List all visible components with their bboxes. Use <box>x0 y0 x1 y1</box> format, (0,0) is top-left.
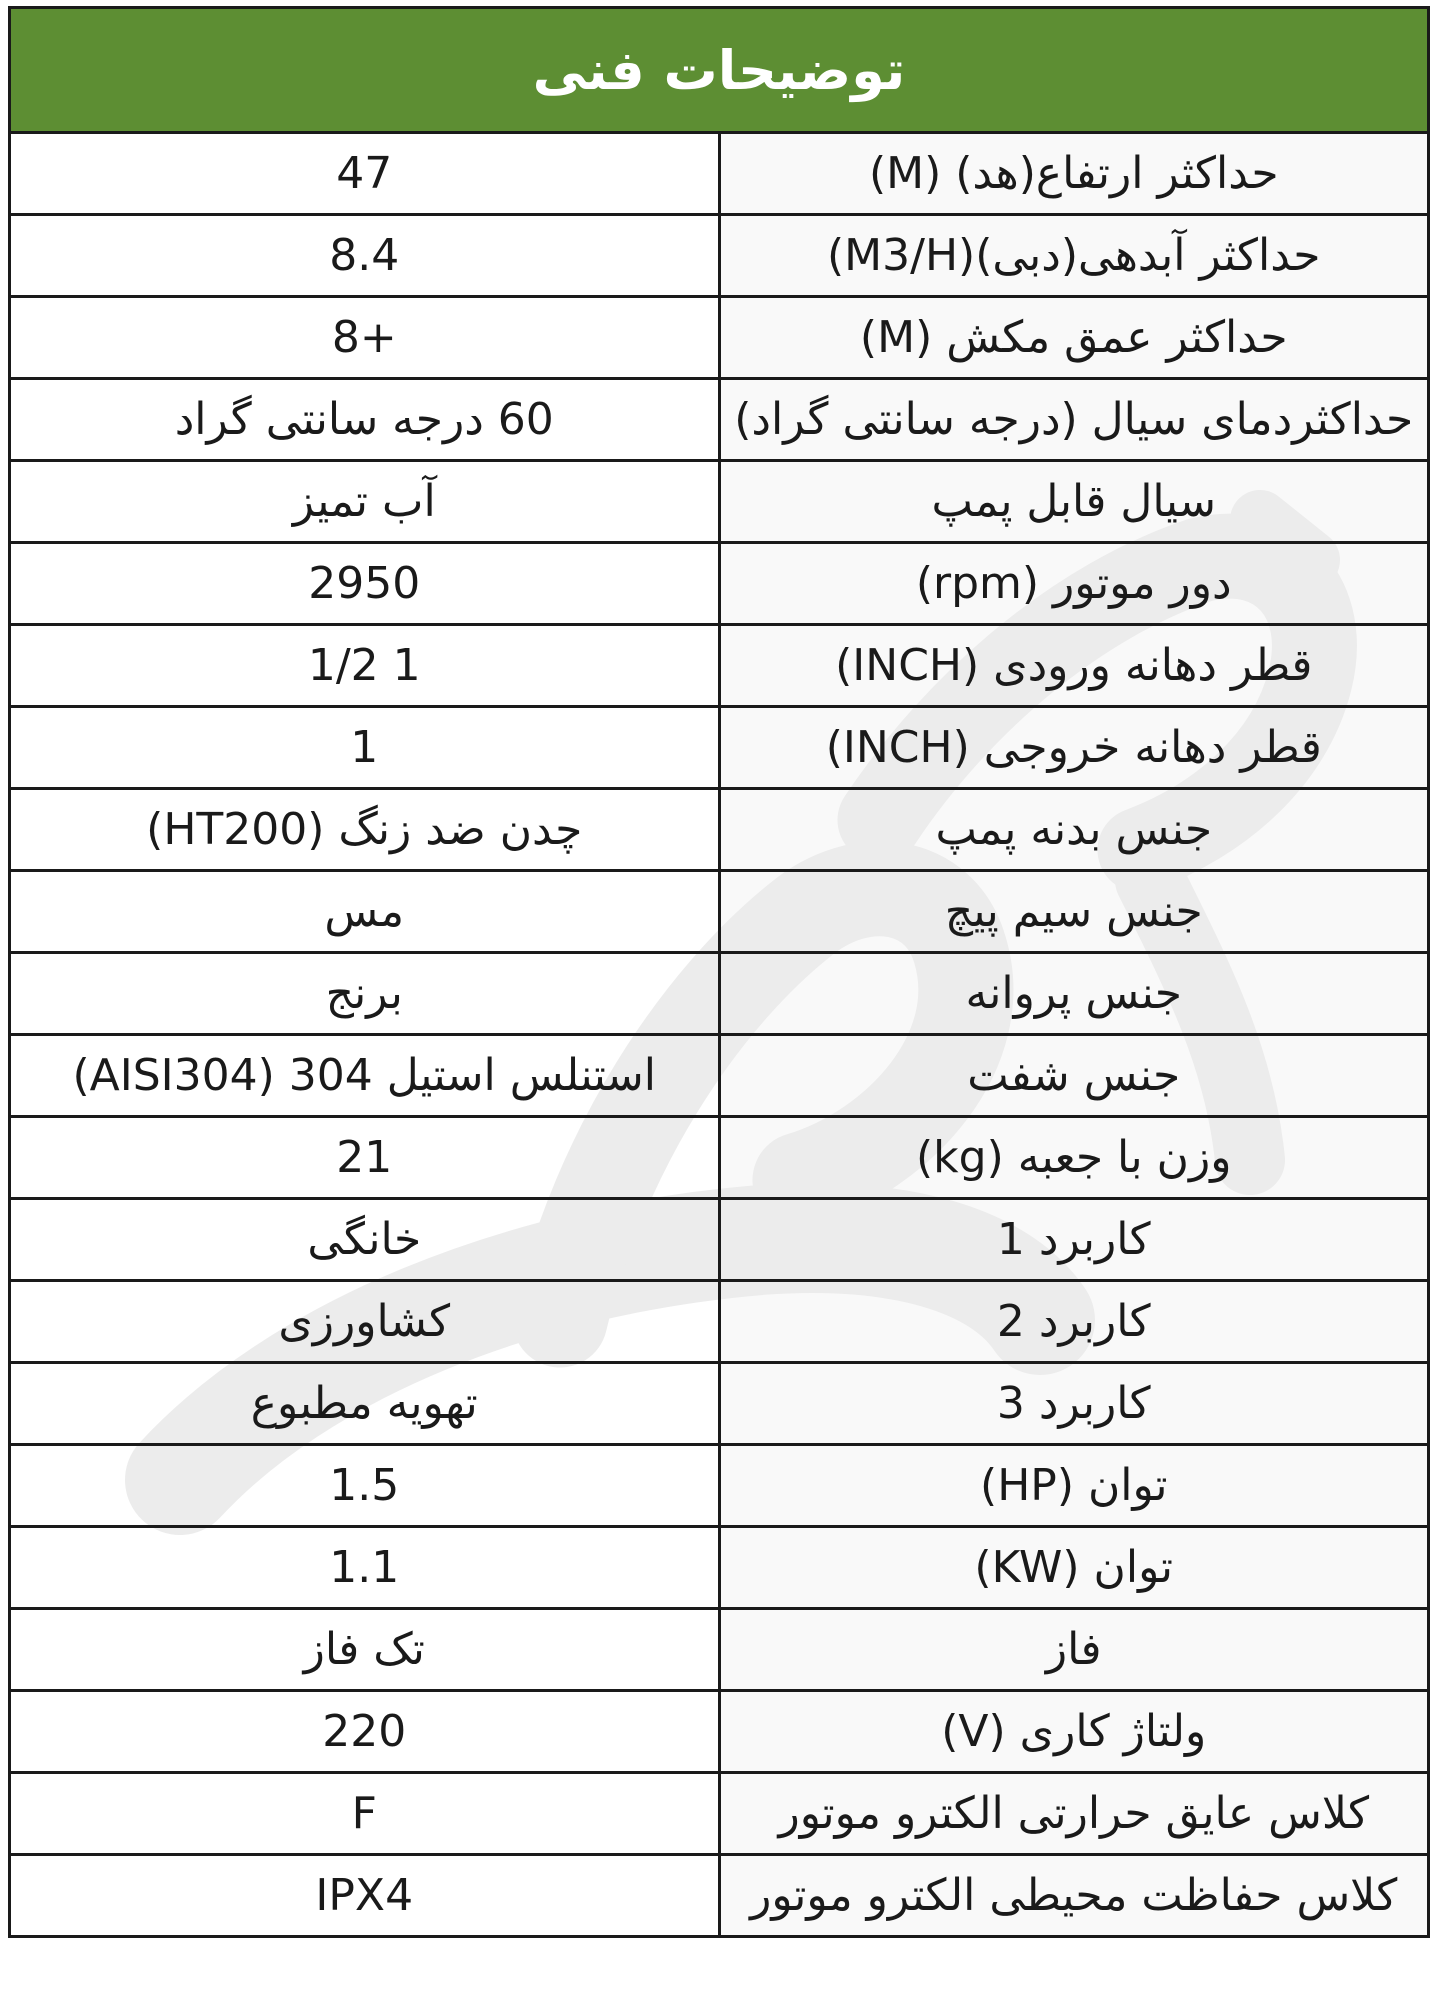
table-row <box>10 953 1429 1035</box>
table-row <box>10 1281 1429 1363</box>
spec-value-cell: IPX4 <box>10 1855 720 1937</box>
table-row <box>10 297 1429 379</box>
spec-table <box>8 6 1430 1938</box>
spec-label-cell: کاربرد 3 <box>719 1363 1429 1445</box>
spec-value-cell: آب تمیز <box>10 461 720 543</box>
spec-label-cell: حداکثر عمق مکش (M) <box>719 297 1429 379</box>
spec-value-cell: 47 <box>10 133 720 215</box>
table-row <box>10 1035 1429 1117</box>
spec-label-cell: جنس بدنه پمپ <box>719 789 1429 871</box>
spec-value-cell: F <box>10 1773 720 1855</box>
table-row <box>10 461 1429 543</box>
spec-value-cell: 1 1/2 <box>10 625 720 707</box>
table-row <box>10 1445 1429 1527</box>
spec-value-cell: استنلس استیل 304 (AISI304) <box>10 1035 720 1117</box>
table-row <box>10 789 1429 871</box>
spec-label-cell: حداکثردمای سیال (درجه سانتی گراد) <box>719 379 1429 461</box>
spec-label-cell: کاربرد 1 <box>719 1199 1429 1281</box>
table-row <box>10 1363 1429 1445</box>
table-row <box>10 1773 1429 1855</box>
spec-label-cell: حداکثر ارتفاع(هد) (M) <box>719 133 1429 215</box>
spec-value-cell: کشاورزی <box>10 1281 720 1363</box>
spec-value-cell: 1 <box>10 707 720 789</box>
spec-value-cell: 21 <box>10 1117 720 1199</box>
spec-value-cell: 1.1 <box>10 1527 720 1609</box>
spec-label-cell: جنس شفت <box>719 1035 1429 1117</box>
spec-label-cell: جنس سیم پیچ <box>719 871 1429 953</box>
spec-label-cell: جنس پروانه <box>719 953 1429 1035</box>
spec-label-cell: قطر دهانه خروجی (INCH) <box>719 707 1429 789</box>
table-row <box>10 133 1429 215</box>
spec-label-cell: کاربرد 2 <box>719 1281 1429 1363</box>
spec-label-cell: ولتاژ کاری (V) <box>719 1691 1429 1773</box>
table-row <box>10 543 1429 625</box>
spec-value-cell: 1.5 <box>10 1445 720 1527</box>
spec-value-cell: تک فاز <box>10 1609 720 1691</box>
table-row <box>10 1855 1429 1937</box>
table-row <box>10 1199 1429 1281</box>
table-title: توضیحات فنی <box>10 8 1429 133</box>
spec-value-cell: تهویه مطبوع <box>10 1363 720 1445</box>
spec-value-cell: برنج <box>10 953 720 1035</box>
table-row <box>10 871 1429 953</box>
spec-label-cell: کلاس عایق حرارتی الکترو موتور <box>719 1773 1429 1855</box>
spec-label-cell: قطر دهانه ورودی (INCH) <box>719 625 1429 707</box>
spec-label-cell: توان (HP) <box>719 1445 1429 1527</box>
spec-value-cell: 8.4 <box>10 215 720 297</box>
spec-label-cell: دور موتور (rpm) <box>719 543 1429 625</box>
table-row <box>10 1691 1429 1773</box>
spec-value-cell: 2950 <box>10 543 720 625</box>
spec-label-cell: فاز <box>719 1609 1429 1691</box>
spec-label-cell: حداکثر آبدهی(دبی)(M3/H) <box>719 215 1429 297</box>
table-row <box>10 379 1429 461</box>
table-row <box>10 625 1429 707</box>
table-row <box>10 707 1429 789</box>
spec-value-cell: مس <box>10 871 720 953</box>
spec-label-cell: کلاس حفاظت محیطی الکترو موتور <box>719 1855 1429 1937</box>
spec-value-cell: 60 درجه سانتی گراد <box>10 379 720 461</box>
spec-value-cell: خانگی <box>10 1199 720 1281</box>
spec-value-cell: 220 <box>10 1691 720 1773</box>
spec-label-cell: توان (KW) <box>719 1527 1429 1609</box>
spec-table-body <box>10 133 1429 1937</box>
spec-value-cell: +8 <box>10 297 720 379</box>
spec-label-cell: سیال قابل پمپ <box>719 461 1429 543</box>
spec-label-cell: وزن با جعبه (kg) <box>719 1117 1429 1199</box>
table-row <box>10 215 1429 297</box>
spec-value-cell: چدن ضد زنگ (HT200) <box>10 789 720 871</box>
table-row <box>10 1527 1429 1609</box>
table-row <box>10 1609 1429 1691</box>
table-row <box>10 1117 1429 1199</box>
